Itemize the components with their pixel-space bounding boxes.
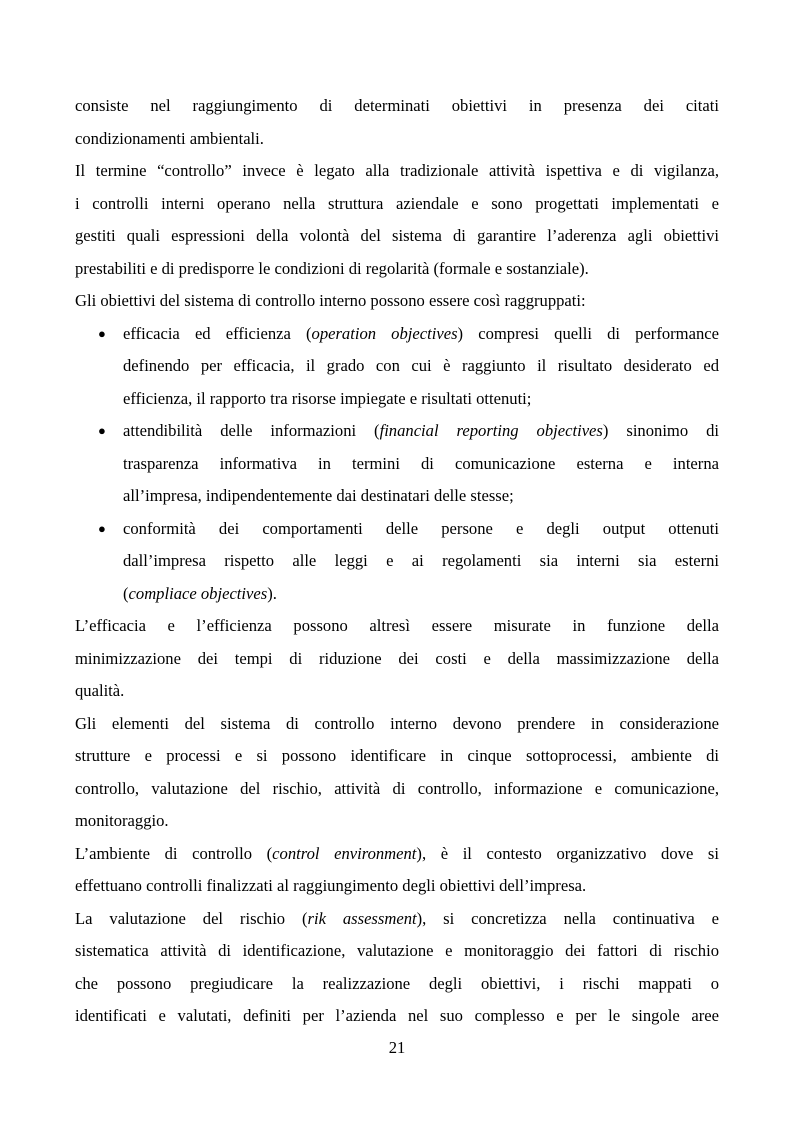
document-page xyxy=(75,90,719,1033)
text-line: gestiti quali espressioni della volontà del sistema di garantire l’aderenza agli obiettivi xyxy=(75,226,719,245)
text-line: i controlli interni operano nella struttura aziendale e sono progettati implementati e xyxy=(75,193,719,213)
text-line: consiste nel raggiungimento di determinati obiettivi in presenza dei citati xyxy=(75,96,719,115)
text-line: L’ambiente di controllo (control environment), è il contesto organizzativo dove si xyxy=(75,843,719,863)
text-line: sistematica attività di identificazione, valutazione e monitoraggio dei fattori di rischio xyxy=(75,941,719,960)
bullet-item-line: ● efficacia ed efficienza (operation objectives) compresi quelli di performance xyxy=(75,318,719,351)
text-line: Gli obiettivi del sistema di controllo interno possono essere così raggruppati: xyxy=(75,291,586,310)
text-line: monitoraggio. xyxy=(75,811,169,830)
bullet-icon: ● xyxy=(98,325,106,341)
text-line: identificati e valutati, definiti per l’azienda nel suo complesso e per le singole aree xyxy=(75,1006,719,1025)
bullet-item-line: ● conformità dei comportamenti delle persone e degli output ottenuti xyxy=(75,513,719,546)
bullet-item-line: trasparenza informativa in termini di comunicazione esterna e interna xyxy=(123,453,719,473)
text-line: controllo, valutazione del rischio, attività di controllo, informazione e comunicazione, xyxy=(75,778,719,798)
text-line: L’efficacia e l’efficienza possono altresì essere misurate in funzione della xyxy=(75,616,719,635)
bullet-item-line: efficienza, il rapporto tra risorse impiegate e risultati ottenuti; xyxy=(123,388,532,408)
bullet-item-line: ● attendibilità delle informazioni (financial reporting objectives) sinonimo di xyxy=(75,415,719,448)
text-line: La valutazione del rischio (rik assessment), si concretizza nella continuativa e xyxy=(75,908,719,928)
bullet-item-line: dall’impresa rispetto alle leggi e ai regolamenti sia interni sia esterni xyxy=(123,551,719,570)
bullet-item-line: all’impresa, indipendentemente dai destinatari delle stesse; xyxy=(123,486,514,505)
text-line: strutture e processi e si possono identificare in cinque sottoprocessi, ambiente di xyxy=(75,746,719,765)
bullet-icon: ● xyxy=(98,520,106,536)
text-line: che possono pregiudicare la realizzazione degli obiettivi, i rischi mappati o xyxy=(75,973,719,993)
text-line: qualità. xyxy=(75,681,125,700)
bullet-icon: ● xyxy=(98,423,106,438)
bullet-item-line: definendo per efficacia, il grado con cui è raggiunto il risultato desiderato ed xyxy=(123,356,719,375)
text-line: effettuano controlli finalizzati al raggiungimento degli obiettivi dell’impresa. xyxy=(75,876,587,895)
bullet-item-line: (compliace objectives). xyxy=(123,583,277,603)
text-line: Il termine “controllo” invece è legato alla tradizionale attività ispettiva e di vigilanza, xyxy=(75,161,719,180)
text-line: minimizzazione dei tempi di riduzione dei costi e della massimizzazione della xyxy=(75,648,719,668)
text-line: prestabiliti e di predisporre le condizioni di regolarità (formale e sostanziale). xyxy=(75,258,589,278)
page-number: 21 xyxy=(388,1038,406,1057)
text-line: Gli elementi del sistema di controllo interno devono prendere in considerazione xyxy=(75,713,719,733)
text-line: condizionamenti ambientali. xyxy=(75,128,264,148)
